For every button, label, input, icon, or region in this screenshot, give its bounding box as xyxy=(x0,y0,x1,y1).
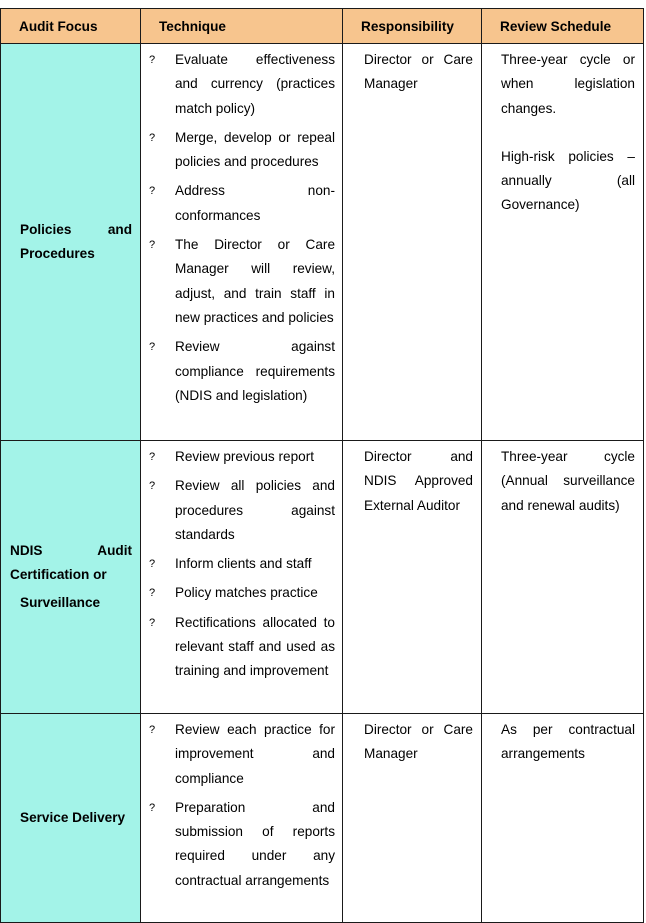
focus-cell xyxy=(1,441,141,714)
technique-item: ? Review each practice for improvement and compliance xyxy=(141,718,335,791)
header-technique: Technique xyxy=(141,9,343,44)
technique-cell xyxy=(141,44,343,441)
focus-line: Service Delivery xyxy=(20,810,126,825)
bullet-placeholder-icon: ? xyxy=(149,54,156,66)
schedule-text: Three-year cycle or when legislation changes. xyxy=(501,52,635,116)
responsibility-cell xyxy=(343,44,482,441)
technique-item: ? The Director or Care Manager will review, adjust, and train staff in new practices and policies xyxy=(141,233,335,330)
focus-line: Surveillance xyxy=(20,595,101,610)
schedule-cell xyxy=(482,714,644,923)
focus-cell xyxy=(1,714,141,923)
technique-item: ? Evaluate effectiveness and currency (practices match policy) xyxy=(141,48,335,121)
bullet-placeholder-icon: ? xyxy=(149,131,156,144)
bullet-placeholder-icon: ? xyxy=(149,616,156,629)
header-responsibility: Responsibility xyxy=(343,9,482,44)
schedule-cell xyxy=(482,44,644,441)
focus-line: Certification or xyxy=(10,567,107,582)
focus-line: Policies and xyxy=(20,222,132,237)
bullet-placeholder-icon: ? xyxy=(149,341,156,354)
bullet-placeholder-icon: ? xyxy=(149,724,156,736)
bullet-placeholder-icon: ? xyxy=(149,480,156,493)
focus-line: NDIS Audit xyxy=(10,543,132,558)
technique-item: ? Review all policies and procedures against standards xyxy=(141,474,335,547)
bullet-placeholder-icon: ? xyxy=(149,185,156,198)
responsibility-text: Director and NDIS Approved External Auditor xyxy=(364,449,473,513)
technique-item: ? Preparation and submission of reports required under any contractual arrangements xyxy=(141,796,335,893)
responsibility-text: Director or Care Manager xyxy=(364,52,473,92)
bullet-placeholder-icon: ? xyxy=(149,239,156,252)
technique-item: ? Merge, develop or repeal policies and procedures xyxy=(141,126,335,175)
schedule-text: Three-year cycle (Annual surveillance and renewal audits) xyxy=(501,449,635,513)
table-row-service-delivery xyxy=(1,714,644,923)
header-audit-focus: Audit Focus xyxy=(1,9,141,44)
bullet-placeholder-icon: ? xyxy=(149,587,156,600)
technique-item: ? Policy matches practice xyxy=(141,581,335,605)
technique-cell xyxy=(141,714,343,923)
bullet-placeholder-icon: ? xyxy=(149,558,156,571)
responsibility-text: Director or Care Manager xyxy=(364,722,473,762)
schedule-text: High-risk policies – annually (all Governance) xyxy=(501,148,635,213)
responsibility-cell xyxy=(343,441,482,714)
bullet-placeholder-icon: ? xyxy=(149,801,156,814)
focus-cell xyxy=(1,44,141,441)
table-row-ndis-audit xyxy=(1,441,644,714)
table-row-policies xyxy=(1,44,644,441)
technique-item: ? Rectifications allocated to relevant staff and used as training and improvement xyxy=(141,611,335,684)
header-review-schedule: Review Schedule xyxy=(482,9,644,44)
technique-item: ? Address non-conformances xyxy=(141,179,335,228)
technique-item: ? Review previous report xyxy=(141,445,335,469)
schedule-text: As per contractual arrangements xyxy=(501,722,635,762)
schedule-cell xyxy=(482,441,644,714)
technique-cell xyxy=(141,441,343,714)
table-header-row xyxy=(1,9,644,44)
focus-line: Procedures xyxy=(20,246,95,261)
responsibility-cell xyxy=(343,714,482,923)
audit-schedule-table xyxy=(0,8,644,923)
technique-item: ? Inform clients and staff xyxy=(141,552,335,576)
technique-item: ? Review against compliance requirements (NDIS and legislation) xyxy=(141,335,335,408)
bullet-placeholder-icon: ? xyxy=(149,451,156,463)
